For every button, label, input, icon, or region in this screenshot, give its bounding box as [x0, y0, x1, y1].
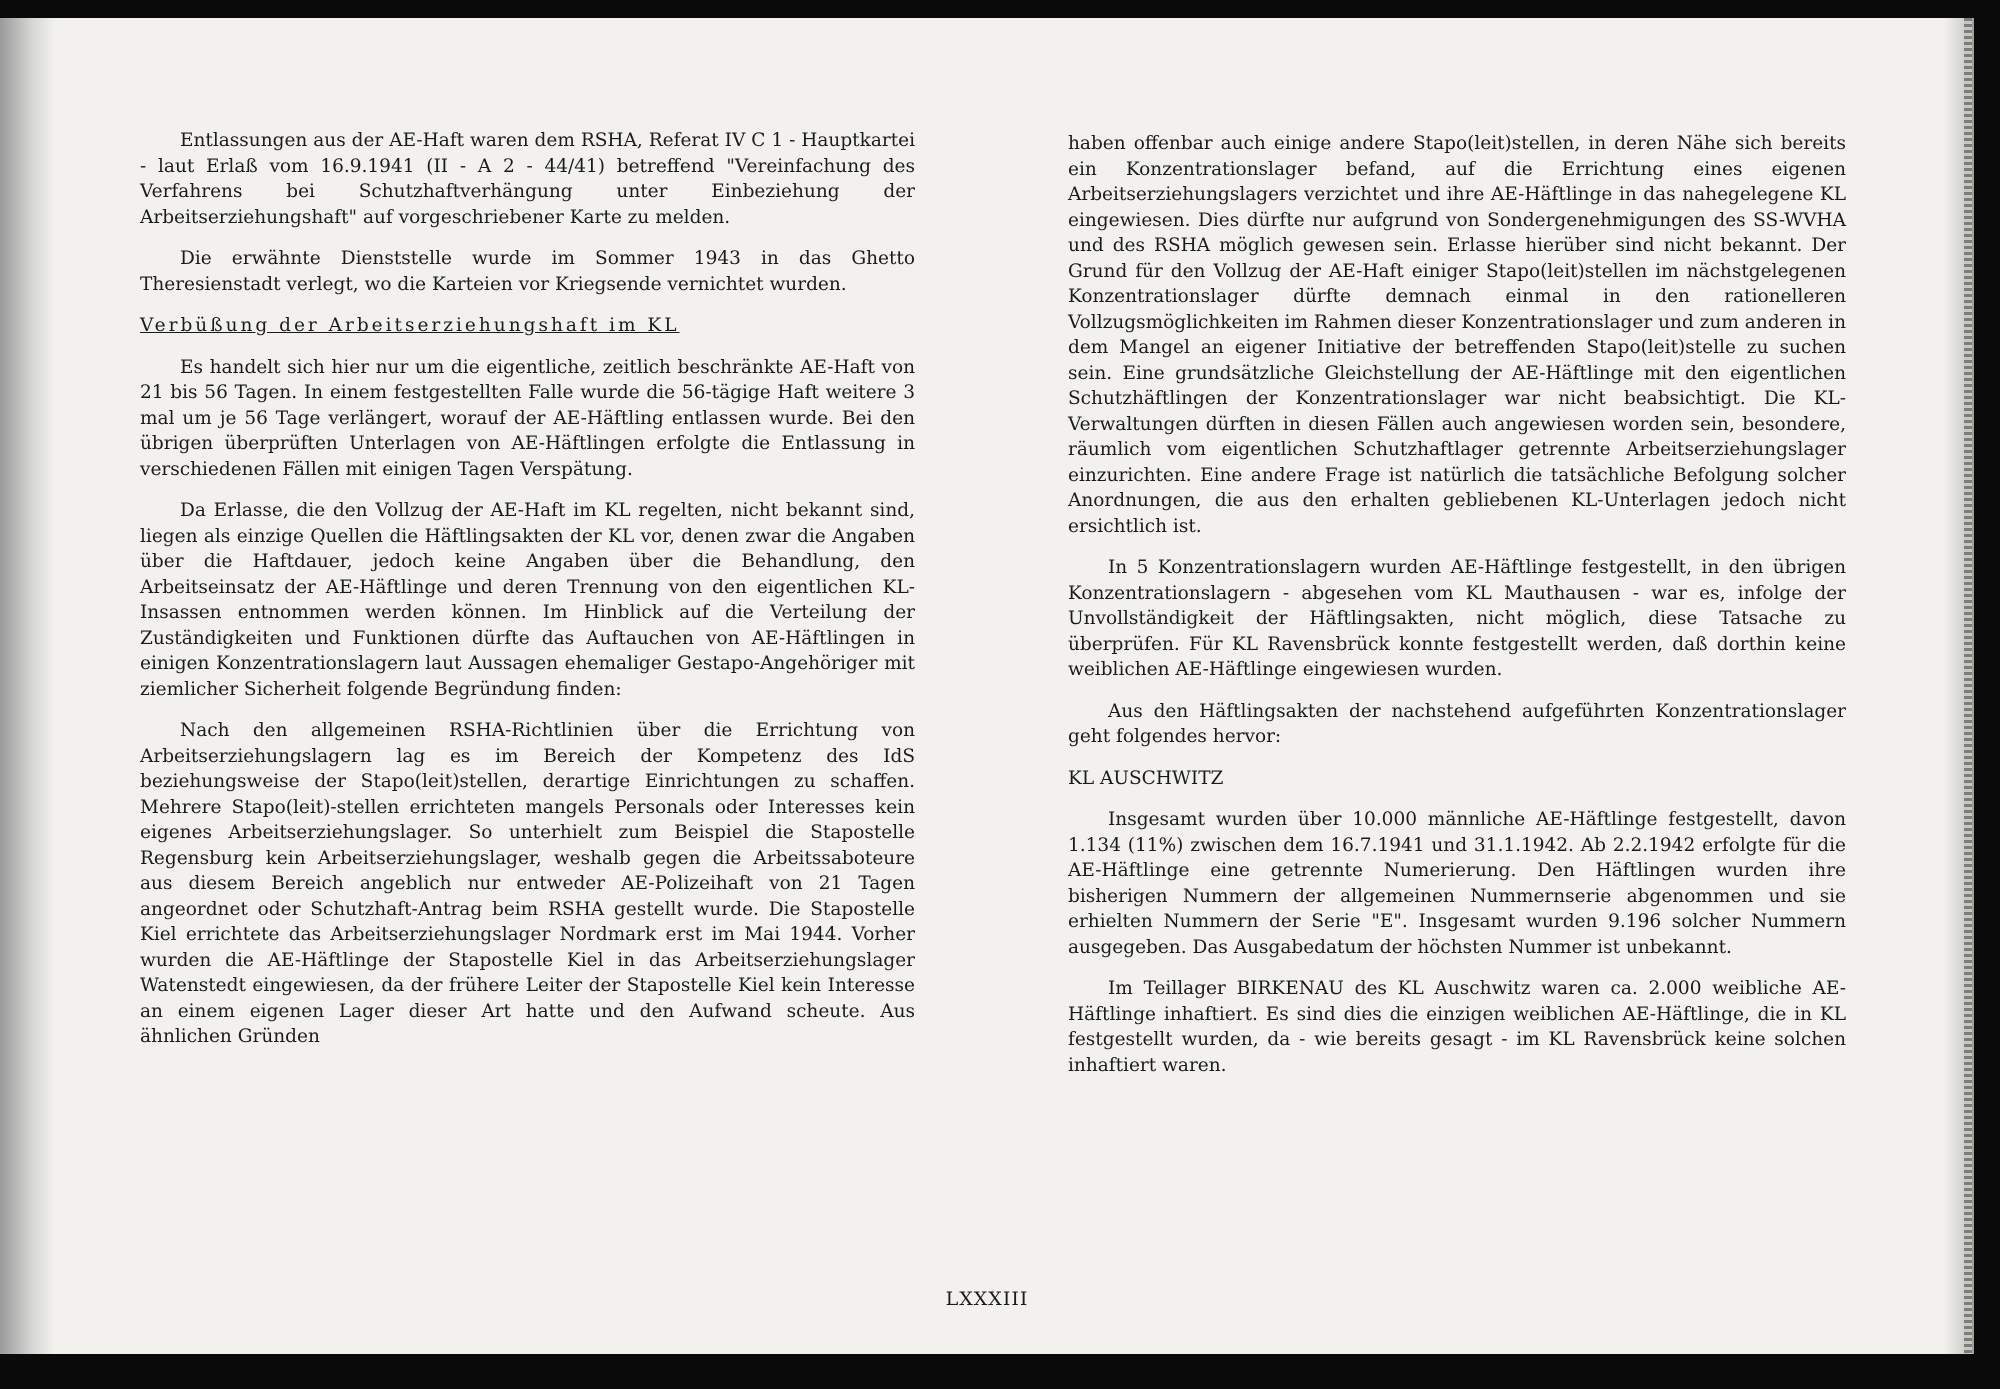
left-column	[140, 128, 915, 1066]
paragraph: In 5 Konzentrationslagern wurden AE-Häftlinge festgestellt, in den übrigen Konzentrationslagern - abgesehen vom KL Mauthausen - war es, infolge der Unvollständigkeit der Häftlingsakten, nicht möglich, diese Tatsache zu überprüfen. Für KL Ravensbrück konnte festgestellt werden, daß dorthin keine weiblichen AE-Häftlinge eingewiesen wurden.	[1068, 557, 1846, 680]
paragraph: Aus den Häftlingsakten der nachstehend aufgeführten Konzentrationslager geht folgendes hervor:	[1068, 700, 1846, 747]
subsection-heading: KL AUSCHWITZ	[1068, 767, 1224, 789]
paragraph: Im Teillager BIRKENAU des KL Auschwitz waren ca. 2.000 weibliche AE-Häftlinge inhaftiert. Es sind dies die einzigen weiblichen AE-Häftlinge, die in KL festgestellt wurden, da - wie bereits gesagt - im KL Ravensbrück keine solchen inhaftiert waren.	[1068, 978, 1846, 1076]
document-page	[0, 18, 1974, 1354]
paragraph: Nach den allgemeinen RSHA-Richtlinien über die Errichtung von Arbeitserziehungslagern lag es im Bereich der Kompetenz des IdS beziehungsweise der Stapo(leit)stellen, derartige Einrichtungen zu schaffen. Mehrere Stapo(leit)-stellen errichteten mangels Personals oder Interesses kein eigenes Arbeitserziehungslager. So unterhielt zum Beispiel die Stapostelle Regensburg kein Arbeitserziehungslager, weshalb gegen die Arbeitssaboteure aus diesem Bereich angeblich nur entweder AE-Polizeihaft von 21 Tagen angeordnet oder Schutzhaft-Antrag beim RSHA gestellt wurde. Die Stapostelle Kiel errichtete das Arbeitserziehungslager Nordmark erst im Mai 1944. Vorher wurden die AE-Häftlinge der Stapostelle Kiel in das Arbeitserziehungslager Watenstedt eingewiesen, da der frühere Leiter der Stapostelle Kiel kein Interesse an einem eigenen Lager dieser Art hatte und den Aufwand scheute. Aus ähnlichen Gründen	[140, 720, 915, 1047]
page-stack-edge	[1964, 18, 1972, 1354]
paragraph: haben offenbar auch einige andere Stapo(leit)stellen, in deren Nähe sich bereits ein Konzentrationslager befand, auf die Errichtung eines eigenen Arbeitserziehungslagers verzichtet und ihre AE-Häftlinge in das nahegelegene KL eingewiesen. Dies dürfte nur aufgrund von Sondergenehmigungen des SS-WVHA und des RSHA möglich gewesen sein. Erlasse hierüber sind nicht bekannt. Der Grund für den Vollzug der AE-Haft einiger Stapo(leit)stellen im nächstgelegenen Konzentrationslager dürfte demnach einmal in den rationelleren Vollzugsmöglichkeiten im Rahmen dieser Konzentrationslager und zum anderen in dem Mangel an eigener Initiative der betreffenden Stapo(leit)stelle zu suchen sein. Eine grundsätzliche Gleichstellung der AE-Häftlinge mit den eigentlichen Schutzhäftlingen der Konzentrationslager war nicht beabsichtigt. Die KL-Verwaltungen dürften in diesen Fällen auch angewiesen worden sein, besondere, räumlich vom eigentlichen Schutzhaftlager getrennte Arbeitserziehungslager einzurichten. Eine andere Frage ist natürlich die tatsächliche Befolgung solcher Anordnungen, die aus den erhalten gebliebenen KL-Unterlagen jedoch nicht ersichtlich ist.	[1068, 133, 1846, 537]
section-heading: Verbüßung der Arbeitserziehungshaft im KL	[140, 315, 680, 336]
page-number: LXXXIII	[945, 1288, 1029, 1310]
book-gutter-shadow	[0, 18, 55, 1354]
paragraph: Die erwähnte Dienststelle wurde im Sommer 1943 in das Ghetto Theresienstadt verlegt, wo die Karteien vor Kriegsende vernichtet wurden.	[140, 248, 915, 295]
paragraph: Da Erlasse, die den Vollzug der AE-Haft im KL regelten, nicht bekannt sind, liegen als einzige Quellen die Häftlingsakten der KL vor, denen zwar die Angaben über die Haftdauer, jedoch keine Angaben über die Behandlung, den Arbeitseinsatz der AE-Häftlinge und deren Trennung von den eigentlichen KL-Insassen entnommen werden können. Im Hinblick auf die Verteilung der Zuständigkeiten und Funktionen dürfte das Auftauchen von AE-Häftlingen in einigen Konzentrationslagern laut Aussagen ehemaliger Gestapo-Angehöriger mit ziemlicher Sicherheit folgende Begründung finden:	[140, 500, 915, 700]
right-column	[1068, 131, 1846, 1094]
paragraph: Es handelt sich hier nur um die eigentliche, zeitlich beschränkte AE-Haft von 21 bis 56 Tagen. In einem festgestellten Falle wurde die 56-tägige Haft weitere 3 mal um je 56 Tage verlängert, worauf der AE-Häftling entlassen wurde. Bei den übrigen überprüften Unterlagen von AE-Häftlingen erfolgte die Entlassung in verschiedenen Fällen mit einigen Tagen Verspätung.	[140, 356, 915, 480]
paragraph: Insgesamt wurden über 10.000 männliche AE-Häftlinge festgestellt, davon 1.134 (11%) zwischen dem 16.7.1941 und 31.1.1942. Ab 2.2.1942 erfolgte für die AE-Häftlinge eine getrennte Numerierung. Den Häftlingen wurden ihre bisherigen Nummern der allgemeinen Nummernserie abgenommen und sie erhielten Nummern der Serie "E". Insgesamt wurden 9.196 solcher Nummern ausgegeben. Das Ausgabedatum der höchsten Nummer ist unbekannt.	[1068, 809, 1846, 958]
paragraph: Entlassungen aus der AE-Haft waren dem RSHA, Referat IV C 1 - Hauptkartei - laut Erlaß vom 16.9.1941 (II - A 2 - 44/41) betreffend "Vereinfachung des Verfahrens bei Schutzhaftverhängung unter Einbeziehung der Arbeitserziehungshaft" auf vorgeschriebener Karte zu melden.	[140, 130, 915, 228]
